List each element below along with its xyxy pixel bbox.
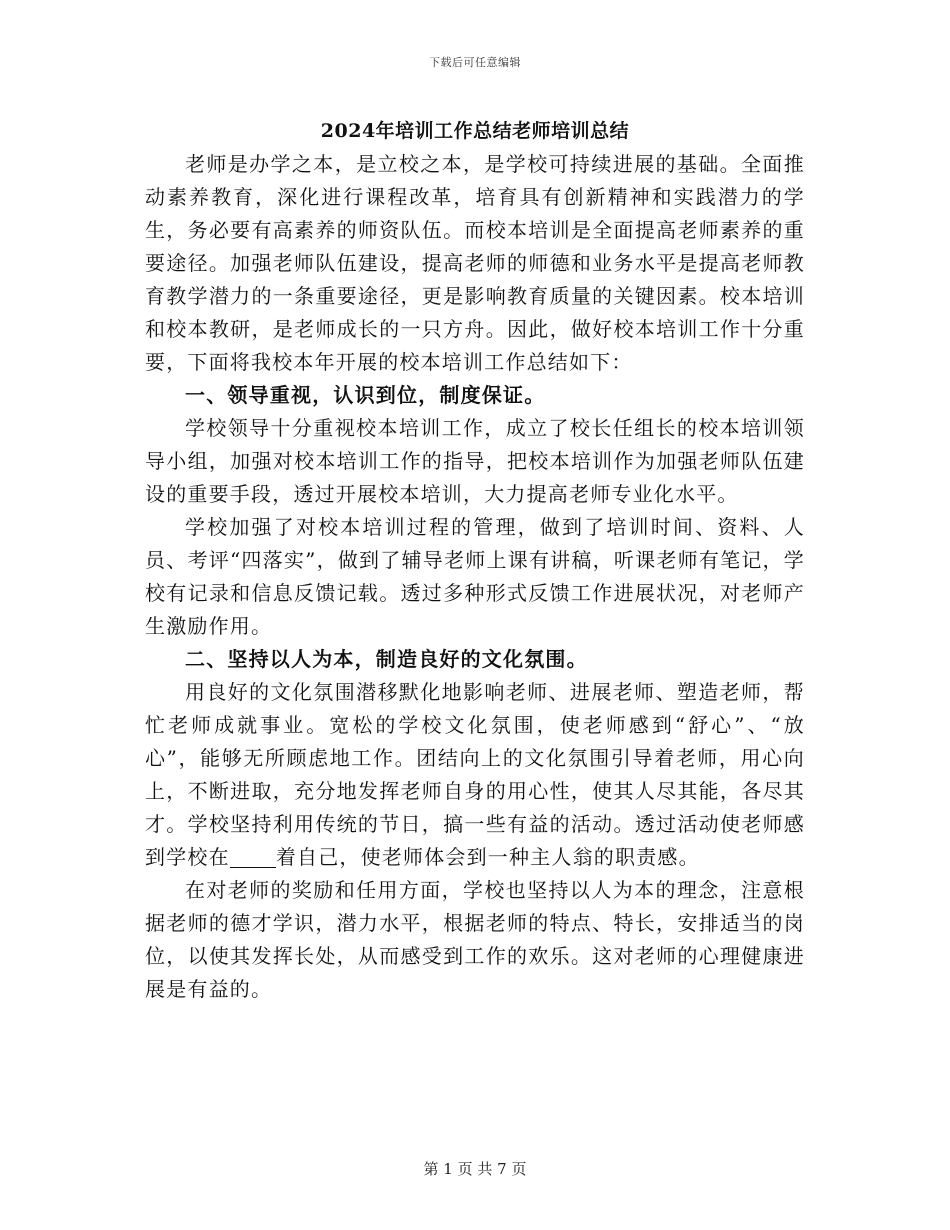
section-heading-2: 二、坚持以人为本，制造良好的文化氛围。 — [185, 647, 588, 671]
intro-paragraph: 老师是办学之本，是立校之本，是学校可持续进展的基础。全面推动素养教育，深化进行课程改革，培育具有创新精神和实践潜力的学生，务必要有高素养的师资队伍。而校本培训是全面提高老师素养的重要途径。加强老师队伍建设，提高老师的师德和业务水平是提高老师教育教学潜力的一条重要途径，更是影响教育质量的关键因素。校本培训和校本教研，是老师成长的一只方舟。因此，做好校本培训工作十分重要，下面将我校本年开展的校本培训工作总结如下： — [145, 152, 805, 374]
document-body — [145, 148, 805, 1006]
paragraph-text-after-blank: 着自己，使老师体会到一种主人翁的职责感。 — [275, 845, 700, 869]
page-header: 下载后可任意编辑 — [429, 56, 521, 69]
fill-in-blank — [230, 847, 276, 868]
section-1-paragraph-1: 学校领导十分重视校本培训工作，成立了校长任组长的校本培训领导小组，加强对校本培训工作的指导，把校本培训作为加强老师队伍建设的重要手段，透过开展校本培训，大力提高老师专业化水平。 — [145, 416, 805, 506]
document-title: 2024年培训工作总结老师培训总结 — [320, 120, 630, 142]
page-number: 第 1 页 共 7 页 — [423, 1160, 527, 1178]
section-1-paragraph-2: 学校加强了对校本培训过程的管理，做到了培训时间、资料、人员、考评“四落实”，做到了辅导老师上课有讲稿，听课老师有笔记，学校有记录和信息反馈记载。透过多种形式反馈工作进展状况，对老师产生激励作用。 — [145, 515, 805, 638]
section-2-paragraph-1 — [145, 676, 805, 874]
paragraph-text-before-blank: 用良好的文化氛围潜移默化地影响老师、进展老师、塑造老师，帮忙老师成就事业。宽松的学校文化氛围，使老师感到“舒心”、“放心”，能够无所顾虑地工作。团结向上的文化氛围引导着老师，用心向上，不断进取，充分地发挥老师自身的用心性，使其人尽其能，各尽其才。学校坚持利用传统的节日，搞一些有益的活动。透过活动使老师感到学校在 — [145, 680, 805, 869]
section-2-paragraph-2: 在对老师的奖励和任用方面，学校也坚持以人为本的理念，注意根据老师的德才学识，潜力水平，根据老师的特点、特长，安排适当的岗位，以使其发挥长处，从而感受到工作的欢乐。这对老师的心理健康进展是有益的。 — [145, 878, 805, 1001]
section-heading-1: 一、领导重视，认识到位，制度保证。 — [185, 383, 546, 407]
